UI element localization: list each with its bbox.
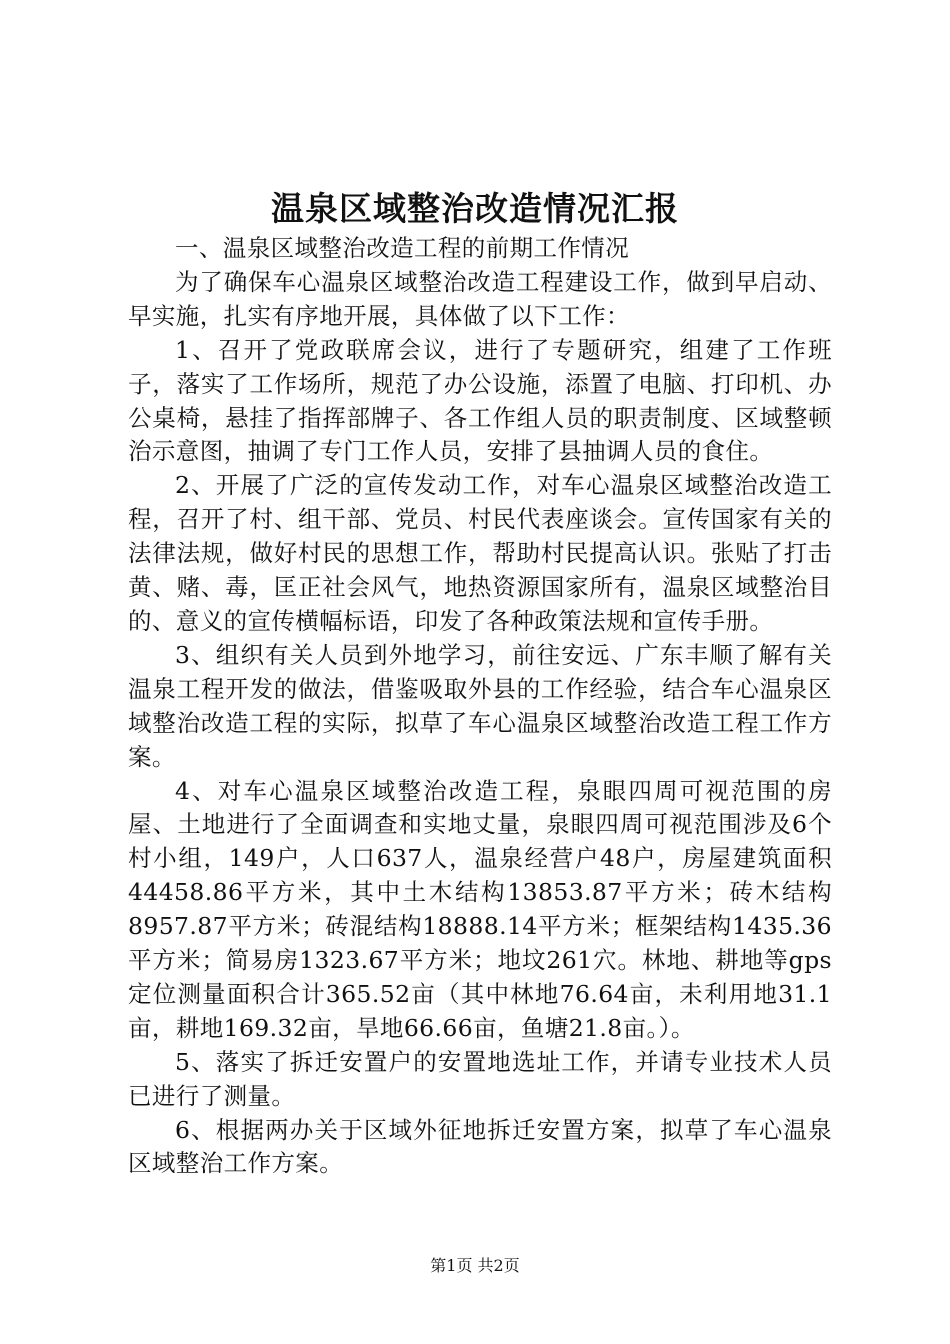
page-number-footer: 第1页 共2页 <box>430 1256 520 1275</box>
paragraph-item-1: 1、召开了党政联席会议，进行了专题研究，组建了工作班子，落实了工作场所，规范了办公设施，添置了电脑、打印机、办公桌椅，悬挂了指挥部牌子、各工作组人员的职责制度、区域整顿治示意图，抽调了专门工作人员，安排了县抽调人员的食住。 <box>128 335 832 466</box>
intro-paragraph: 为了确保车心温泉区域整治改造工程建设工作，做到早启动、早实施，扎实有序地开展，具体做了以下工作： <box>128 267 832 330</box>
paragraph-item-5: 5、落实了拆迁安置户的安置地选址工作，并请专业技术人员已进行了测量。 <box>128 1047 832 1110</box>
paragraph-item-6: 6、根据两办关于区域外征地拆迁安置方案，拟草了车心温泉区域整治工作方案。 <box>128 1115 832 1178</box>
paragraph-item-4: 4、对车心温泉区域整治改造工程，泉眼四周可视范围的房屋、土地进行了全面调查和实地丈量，泉眼四周可视范围涉及6个村小组，149户，人口637人，温泉经营户48户，房屋建筑面积44458.86平方米，其中土木结构13853.87平方米；砖木结构8957.87平方米；砖混结构18888.14平方米；框架结构1435.36平方米；简易房1323.67平方米；地坟261穴。林地、耕地等gps定位测量面积合计365.52亩（其中林地76.64亩，未利用地31.1亩，耕地169.32亩，旱地66.66亩，鱼塘21.8亩。）。 <box>128 776 832 1042</box>
document-title: 温泉区域整治改造情况汇报 <box>271 189 679 228</box>
document-body <box>128 232 832 1181</box>
paragraph-item-2: 2、开展了广泛的宣传发动工作，对车心温泉区域整治改造工程，召开了村、组干部、党员、村民代表座谈会。宣传国家有关的法律法规，做好村民的思想工作，帮助村民提高认识。张贴了打击黄、赌、毒，匡正社会风气，地热资源国家所有，温泉区域整治目的、意义的宣传横幅标语，印发了各种政策法规和宣传手册。 <box>128 471 832 635</box>
section-heading: 一、温泉区域整治改造工程的前期工作情况 <box>175 234 630 262</box>
paragraph-item-3: 3、组织有关人员到外地学习，前往安远、广东丰顺了解有关温泉工程开发的做法，借鉴吸取外县的工作经验，结合车心温泉区域整治改造工程的实际，拟草了车心温泉区域整治改造工程工作方案。 <box>128 640 832 771</box>
